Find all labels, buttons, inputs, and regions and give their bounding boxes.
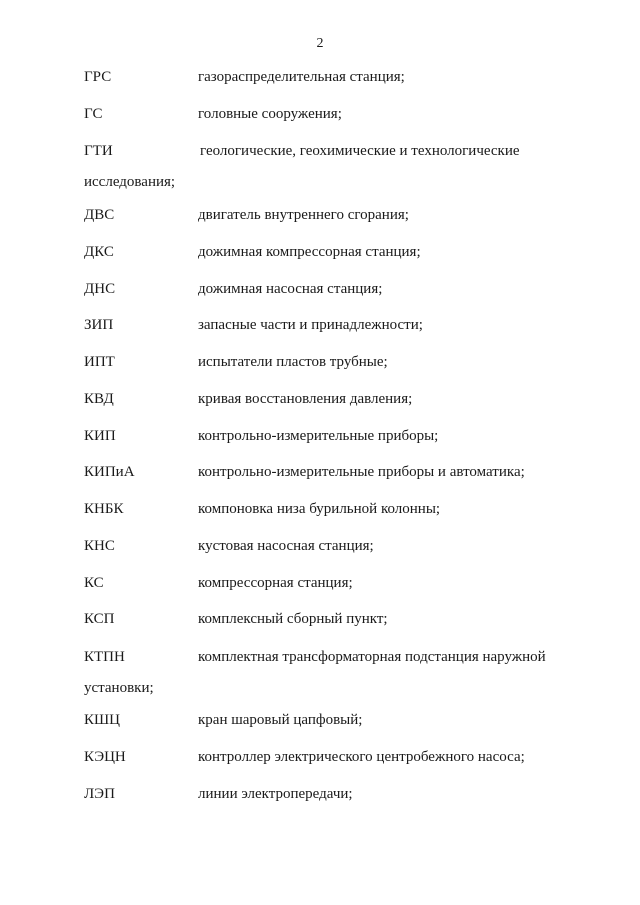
- abbreviation: КНБК: [84, 501, 124, 517]
- definition: линии электропередачи;: [198, 786, 353, 802]
- page-number: 2: [316, 36, 324, 51]
- abbreviation: КС: [84, 575, 104, 591]
- definition: контрольно-измерительные приборы и автоматика;: [198, 464, 525, 480]
- abbreviation: КЭЦН: [84, 749, 126, 765]
- abbreviation: КВД: [84, 391, 114, 407]
- definition: контрольно-измерительные приборы;: [198, 428, 439, 444]
- definition: двигатель внутреннего сгорания;: [198, 207, 409, 223]
- definition: головные сооружения;: [198, 106, 342, 122]
- abbreviation: ЛЭП: [84, 786, 115, 802]
- abbreviation: ГРС: [84, 69, 112, 85]
- definition: дожимная насосная станция;: [198, 281, 383, 297]
- abbreviation: ЗИП: [84, 317, 114, 333]
- abbreviation: КИПиА: [84, 464, 135, 480]
- abbreviation: ДКС: [84, 244, 114, 260]
- definition: кустовая насосная станция;: [198, 538, 374, 554]
- definition-continuation: исследования;: [84, 174, 176, 190]
- definition: кран шаровый цапфовый;: [198, 712, 363, 728]
- definition: дожимная компрессорная станция;: [198, 244, 421, 260]
- definition: геологические, геохимические и технологические: [200, 143, 520, 159]
- definition: газораспределительная станция;: [198, 69, 405, 85]
- abbreviation: КСП: [84, 611, 115, 627]
- abbreviation: КШЦ: [84, 712, 120, 728]
- definition: контроллер электрического центробежного насоса;: [198, 749, 525, 765]
- abbreviation: ИПТ: [84, 354, 115, 370]
- abbreviation: КТПН: [84, 649, 125, 665]
- abbreviation: ГТИ: [84, 143, 113, 159]
- definition: комплектная трансформаторная подстанция наружной: [198, 649, 546, 665]
- definition: компоновка низа бурильной колонны;: [198, 501, 441, 517]
- definition-continuation: установки;: [84, 680, 154, 696]
- definition: компрессорная станция;: [198, 575, 353, 591]
- abbreviation: КИП: [84, 428, 116, 444]
- definition: запасные части и принадлежности;: [198, 317, 423, 333]
- definition: кривая восстановления давления;: [198, 391, 413, 407]
- definition: комплексный сборный пункт;: [198, 611, 388, 627]
- abbreviation: ДНС: [84, 281, 116, 297]
- definition: испытатели пластов трубные;: [198, 354, 388, 370]
- abbreviation: ГС: [84, 106, 103, 122]
- abbreviation: КНС: [84, 538, 115, 554]
- abbreviation: ДВС: [84, 207, 115, 223]
